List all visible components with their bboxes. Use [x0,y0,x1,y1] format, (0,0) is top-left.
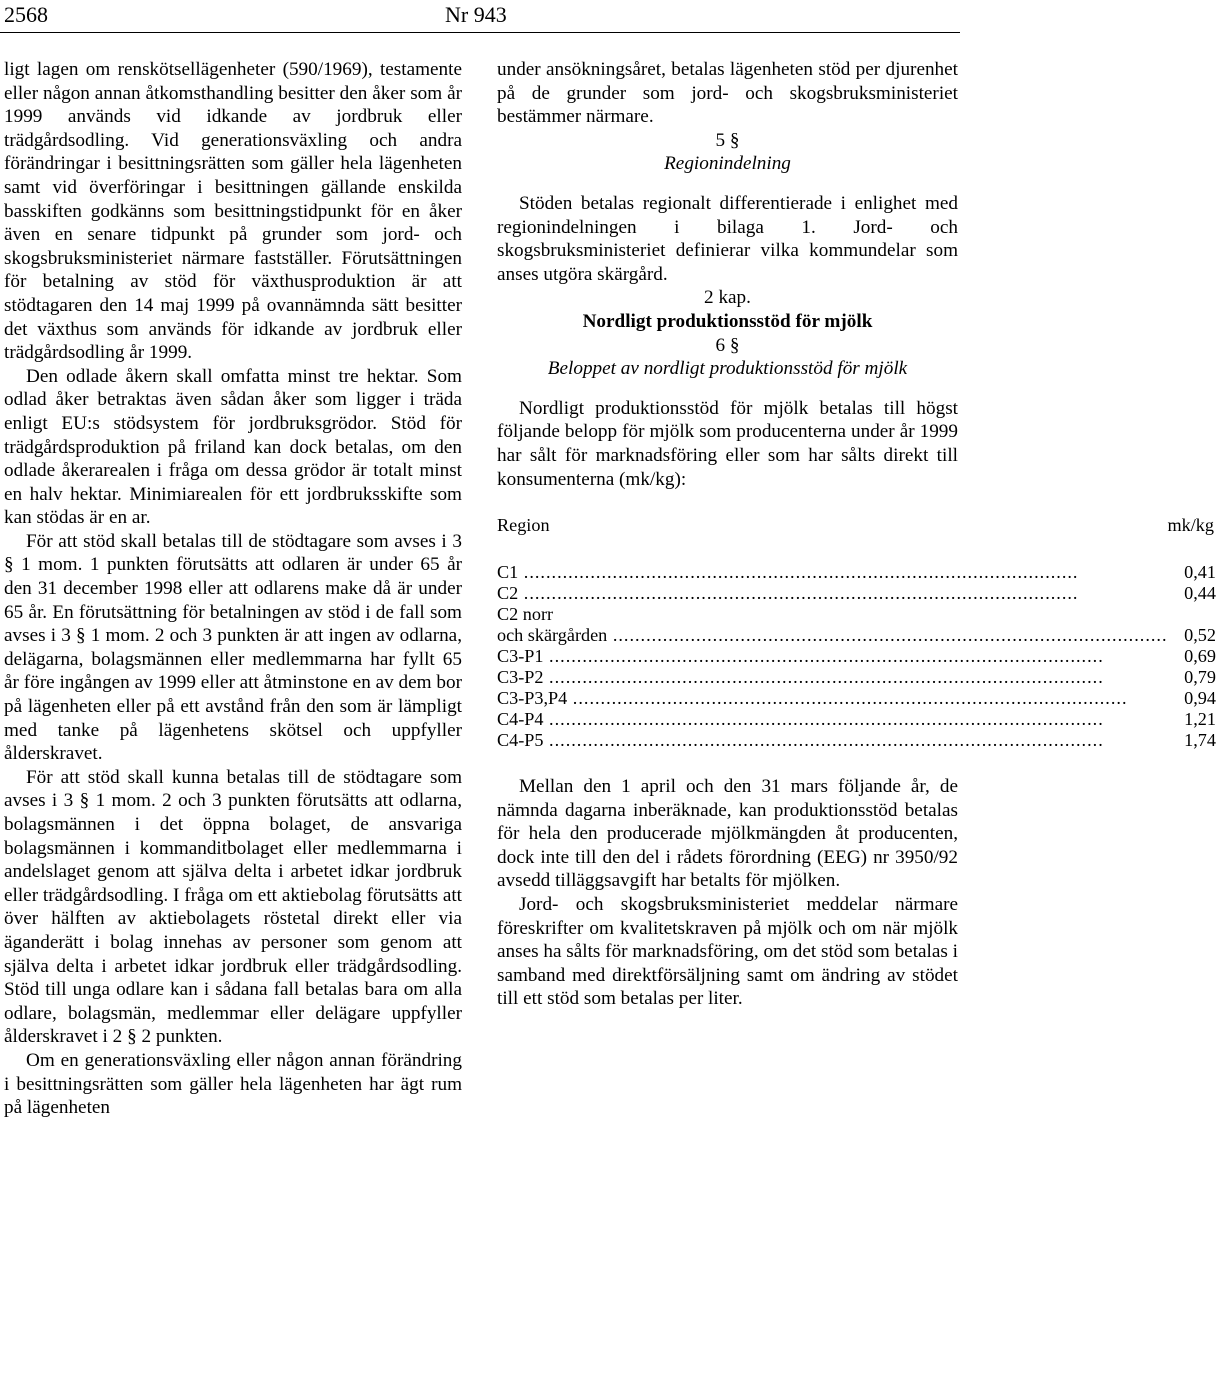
closing-paragraph: Mellan den 1 april och den 31 mars följande år, de nämnda dagarna inberäknade, kan produktionsstöd betalas för hela den producerade mjölkmängden åt producenten, dock inte till den del i rådets förordning (EEG) nr 3950/92 avsedd tilläggsavgift har betalts för mjölken. [497,776,958,892]
region-cell: C3-P3,P4 ..... [497,688,1168,709]
value-cell: 0,41 [1184,562,1216,583]
value-cell: 0,79 [1184,667,1216,688]
table-row [497,688,1216,709]
table-header-region: Region [497,515,550,536]
region-cell: C4-P4 ..... [497,709,1168,730]
table-header-value: mk/kg [1167,515,1214,536]
value-cell: 1,21 [1184,709,1216,730]
section-6-heading: Beloppet av nordligt produktionsstöd för mjölk [547,358,908,380]
value-cell: 1,74 [1184,730,1216,751]
section-6-text: Nordligt produktionsstöd för mjölk betalas till högst följande belopp för mjölk som producenterna under år 1999 har sålt för marknadsföring eller som har sålts direkt till konsumenterna (mk/kg): [497,397,958,490]
value-cell [1168,604,1216,625]
table-body [497,562,1216,751]
table-row [497,625,1216,646]
table-row [497,604,1216,625]
region-cell: C3-P1 ..... [497,646,1168,667]
spacer [497,381,958,397]
region-cell: C2 norr [497,604,554,625]
value-cell: 0,94 [1184,688,1216,709]
region-cell: C2 ..... [497,583,1168,604]
table-row [497,667,1216,688]
left-paragraph: Den odlade åkern skall omfatta minst tre hektar. Som odlad åker betraktas även sådan åker som ligger i träda enligt EU:s stödsystem för jordbruksgrödor. Stöd för trädgårdsproduktion på friland kan dock betalas, om den odlade åkerarealen i fråga om dessa grödor är totalt minst en halv hektar. Minimiarealen för ett jordbruksskifte som kan stödas är en ar. [4,365,462,529]
left-paragraph: ligt lagen om renskötsellägenheter (590/1969), testamente eller någon annan åtkomsthandling besitter den åker som år 1999 används vid idkande av jordbruk eller trädgårdsodling. Vid generationsväxling och andra förändringar i besittningsrätten som gäller hela lägenheten samt vid överföringar i besittningen gällande enskilda basskiften godkänns som besittningstidpunkt för en åker även en senare tidpunkt på grunder som jord- och skogsbruksministeriet närmare fastställer. Förutsättningen för betalning av stöd för växthusproduktion är att stödtagaren den 14 maj 1999 på ovannämnda sätt besitter det växthus som används för idkande av jordbruk eller trädgårdsodling år 1999. [4,59,462,364]
right-column [497,58,1216,1011]
chapter-label: 2 kap. [704,287,751,309]
spacer [497,491,958,515]
table-row [497,730,1216,751]
price-table [497,515,1216,751]
intro-paragraph: under ansökningsåret, betalas lägenheten stöd per djurenhet på de grunder som jord- och skogsbruksministeriet bestämmer närmare. [497,59,958,128]
left-paragraph: För att stöd skall kunna betalas till de stödtagare som avses i 3 § 1 mom. 2 och 3 punkten förutsätts att odlarna, bolagsmännen i det öppna bolaget, de ansvariga bolagsmännen i kommanditbolaget eller medlemmarna i andelslaget genom att själva delta i arbetet idkar jordbruk eller trädgårdsodling. I fråga om ett aktiebolag förutsätts att över hälften av aktiebolagets röstetal direkt eller via äganderätt i bolag innehas av personer som genom att själva delta i arbetet idkar jordbruk eller trädgårdsodling. Stöd till unga odlare kan i sådana fall betalas bara om alla odlare, bolagsmän, medlemmar eller delägare uppfyller ålderskravet i 2 § 2 punkten. [4,766,462,1048]
table-row [497,583,1216,604]
value-cell: 0,44 [1184,583,1216,604]
section-5-text: Stöden betalas regionalt differentierade i enlighet med regionindelningen i bilaga 1. Jord- och skogsbruksministeriet definierar vilka kommundelar som anses utgöra skärgård. [497,192,958,285]
left-column [4,58,462,1120]
table-row [497,709,1216,730]
section-5-number: 5 § [715,129,740,151]
region-cell: C3-P2 ..... [497,667,1168,688]
left-paragraph: Om en generationsväxling eller någon annan förändring i besittningsrätten som gäller hela lägenheten har ägt rum på lägenheten [4,1049,462,1119]
page-number: 2568 [4,2,48,27]
spacer [497,751,958,775]
value-cell: 0,52 [1184,625,1216,646]
table-header-row [497,515,1216,562]
table-row [497,562,1216,583]
table-row [497,646,1216,667]
section-5-heading: Regionindelning [664,153,791,175]
region-cell: C1 ..... [497,562,1168,583]
region-cell: C4-P5 ..... [497,730,1168,751]
header-rule [0,32,960,33]
region-cell: och skärgården ..... [497,625,1168,646]
chapter-title: Nordligt produktionsstöd för mjölk [582,310,873,332]
issue-number: Nr 943 [445,2,507,27]
value-cell: 0,69 [1184,646,1216,667]
spacer [497,176,958,192]
closing-paragraph: Jord- och skogsbruksministeriet meddelar närmare föreskrifter om kvalitetskraven på mjölk och om när mjölk anses ha sålts för marknadsföring, om det stöd som betalas i samband med direktförsäljning samt om ändring av stödet till ett stöd som betalas per liter. [497,894,958,1010]
section-6-number: 6 § [715,334,740,356]
left-paragraph: För att stöd skall betalas till de stödtagare som avses i 3 § 1 mom. 1 punkten förutsätts att odlaren är under 65 år den 31 december 1998 eller att odlarens make då är under 65 år. En förutsättning för betalningen av stöd i de fall som avses i 3 § 1 mom. 2 och 3 punkten är att ingen av odlarna, delägarna, bolagsmännen eller medlemmarna har fyllt 65 år före ingången av 1999 eller att åtminstone en av dem bor på lägenheten eller på ett avstånd från den som är lämpligt med tanke på lägenhetens skötsel och uppfyller ålderskravet. [4,530,462,765]
